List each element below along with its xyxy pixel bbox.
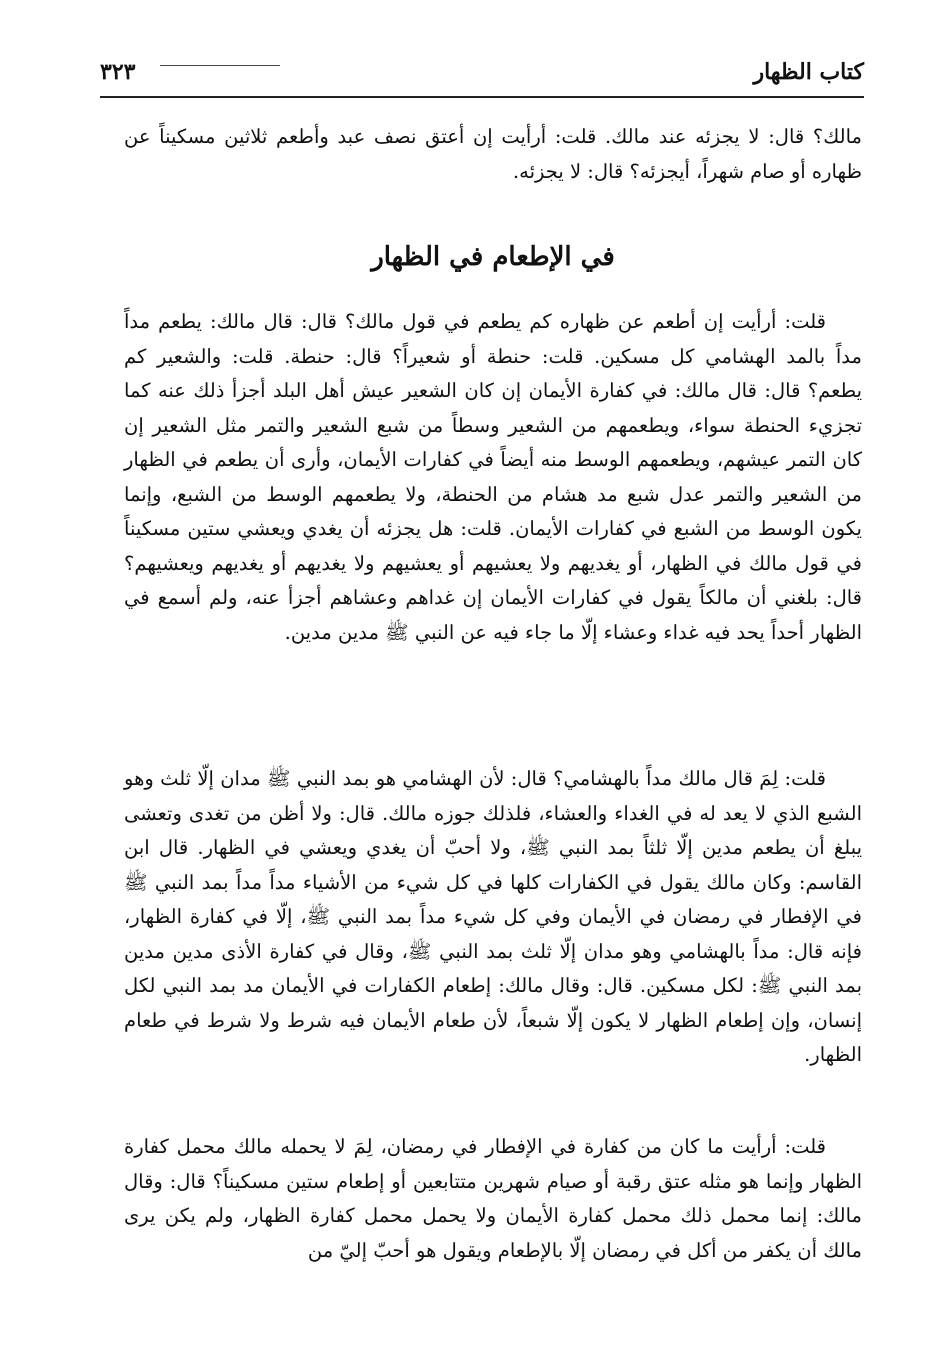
page-header (100, 55, 864, 103)
paragraph-1 (124, 305, 862, 650)
section-heading: في الإطعام في الظهار (371, 242, 615, 272)
paragraph-text: قلت: أرأيت ما كان من كفارة في الإفطار في رمضان، لِمَ لا يحمله مالك محمل كفارة الظهار وإنما هو مثله عتق رقبة أو صيام شهرين متتابعين أو إطعام ستين مسكيناً؟ قال: وقال مالك: إنما محمل ذلك محمل كفارة الأيمان ولا يحمل محمل كفارة الظهار، ولم يكن يرى مالك أن يكفر من أكل في رمضان إلّا بالإطعام ويقول هو أحبّ إليّ من (124, 1135, 862, 1262)
paragraph-2 (124, 762, 862, 1073)
paragraph-3 (124, 1130, 862, 1268)
header-divider (100, 96, 864, 98)
intro-paragraph: مالك؟ قال: لا يجزئه عند مالك. قلت: أرأيت إن أعتق نصف عبد وأطعم ثلاثين مسكيناً عن ظهاره أو صام شهراً، أيجزئه؟ قال: لا يجزئه. (124, 125, 862, 183)
paragraph-text: قلت: أرأيت إن أطعم عن ظهاره كم يطعم في قول مالك؟ قال: قال مالك: يطعم مداً مداً بالمد الهشامي كل مسكين. قلت: حنطة أو شعيراً؟ قال: حنطة. قلت: والشعير كم يطعم؟ قال: قال مالك: في كفارة الأيمان إن كان الشعير عيش أهل البلد أجزأ ذلك عنه كما تجزيء الحنطة سواء، ويطعمهم من الشعير وسطاً من شبع الشعير والتمر مثل الشعير إن كان التمر عيشهم، ويطعمهم الوسط منه أيضاً في كفارات الأيمان، وأرى أن يطعم في الظهار من الشعير والتمر عدل شبع مد هشام من الحنطة، ولا يطعمهم الوسط من الشبع، وإنما يكون الوسط من الشبع في كفارات الأيمان. قلت: هل يجزئه أن يغدي ويعشي ستين مسكيناً في قول مالك في الظهار، أو يغديهم ولا يعشيهم أو يعشيهم ولا يغديهم أو يغديهم ويعشيهم؟ قال: بلغني أن مالكاً يقول في كفارات الأيمان إن غداهم وعشاهم أجزأ عنه، ولم أسمع في الظهار أحداً يحد فيه غداء وعشاء إلّا ما جاء فيه عن النبي ﷺ مدين مدين. (124, 310, 862, 644)
page-number-rule (160, 65, 280, 66)
running-title: كتاب الظهار (753, 59, 864, 85)
page-number: ٣٢٣ (100, 59, 136, 85)
paragraph-text: قلت: لِمَ قال مالك مداً بالهشامي؟ قال: لأن الهشامي هو بمد النبي ﷺ مدان إلّا ثلث وهو الشبع الذي لا يعد له في الغداء والعشاء، فلذلك جوزه مالك. قال: ولا أظن من تغدى وتعشى يبلغ أن يطعم مدين إلّا ثلثاً بمد النبي ﷺ، ولا أحبّ أن يغدي ويعشي في الظهار. قال ابن القاسم: وكان مالك يقول في الكفارات كلها في كل شيء من الأشياء مداً مداً بمد النبي ﷺ في الإفطار في رمضان في الأيمان وفي كل شيء مداً بمد النبي ﷺ، إلّا في كفارة الظهار، فإنه قال: مداً بالهشامي وهو مدان إلّا ثلث بمد النبي ﷺ، وقال في كفارة الأذى مدين مدين بمد النبي ﷺ: لكل مسكين. قال: وقال مالك: إطعام الكفارات في الأيمان مد بمد النبي لكل إنسان، وإن إطعام الظهار لا يكون إلّا شبعاً، لأن طعام الأيمان فيه شرط ولا شرط في طعام الظهار. (124, 767, 862, 1066)
